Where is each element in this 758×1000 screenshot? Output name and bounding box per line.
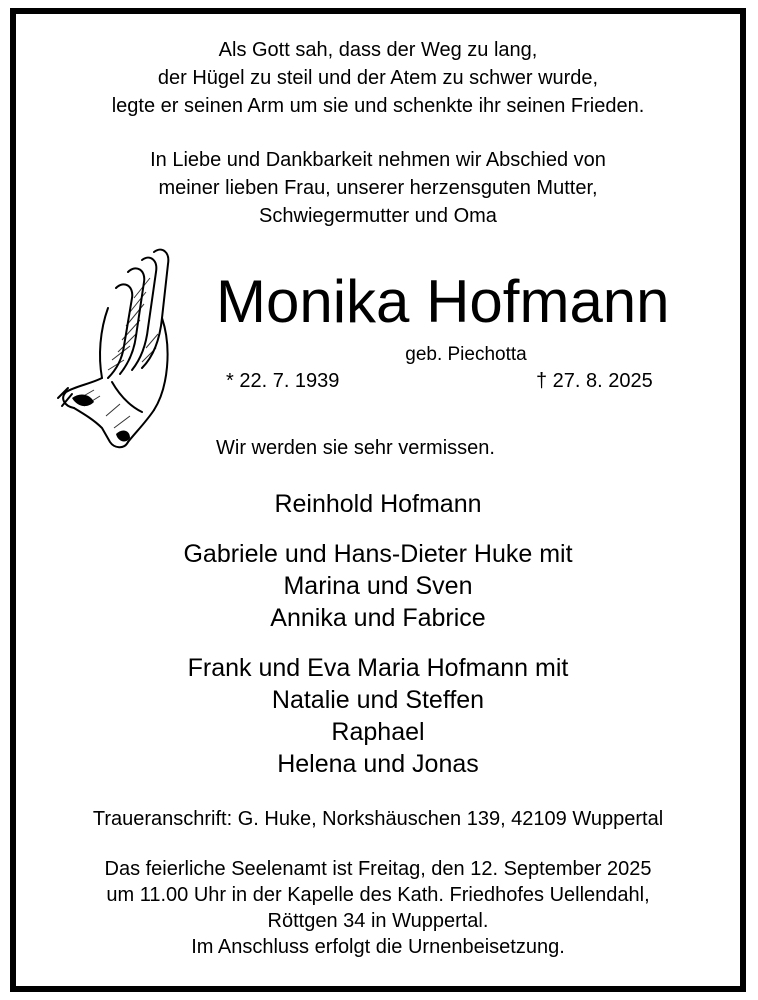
- deceased-name: Monika Hofmann: [216, 268, 670, 335]
- mourner-line: Helena und Jonas: [277, 750, 479, 778]
- verse-line: Als Gott sah, dass der Weg zu lang,: [218, 39, 538, 61]
- verse-line: legte er seinen Arm um sie und schenkte ihr seinen Frieden.: [111, 95, 645, 117]
- mourner-line: Gabriele und Hans-Dieter Huke mit: [183, 540, 573, 568]
- farewell-line: Wir werden sie sehr vermissen.: [216, 437, 495, 459]
- verse-line: der Hügel zu steil und der Atem zu schwer wurde,: [157, 67, 599, 89]
- mourner-line: Annika und Fabrice: [270, 604, 486, 632]
- death-date: † 27. 8. 2025: [536, 370, 653, 392]
- intro-line: Schwiegermutter und Oma: [259, 205, 497, 227]
- service-line: Das feierliche Seelenamt ist Freitag, den 12. September 2025: [104, 858, 652, 880]
- birth-name: geb. Piechotta: [405, 344, 527, 365]
- mourner-line: Reinhold Hofmann: [274, 490, 482, 518]
- mourner-line: Marina und Sven: [283, 572, 473, 600]
- intro-line: In Liebe und Dankbarkeit nehmen wir Abschied von: [150, 149, 606, 171]
- mourner-line: Natalie und Steffen: [271, 686, 485, 714]
- praying-hands-icon: [50, 238, 175, 453]
- mourner-line: Raphael: [331, 718, 425, 746]
- obituary-notice: [10, 8, 746, 992]
- mourner-line: Frank und Eva Maria Hofmann mit: [187, 654, 569, 682]
- mourning-address: Traueranschrift: G. Huke, Norkshäuschen 139, 42109 Wuppertal: [92, 808, 664, 830]
- service-line: um 11.00 Uhr in der Kapelle des Kath. Friedhofes Uellendahl,: [106, 884, 650, 906]
- service-line: Röttgen 34 in Wuppertal.: [267, 910, 489, 932]
- birth-date: * 22. 7. 1939: [226, 370, 340, 392]
- service-line: Im Anschluss erfolgt die Urnenbeisetzung.: [191, 936, 565, 958]
- intro-line: meiner lieben Frau, unserer herzensguten Mutter,: [158, 177, 598, 199]
